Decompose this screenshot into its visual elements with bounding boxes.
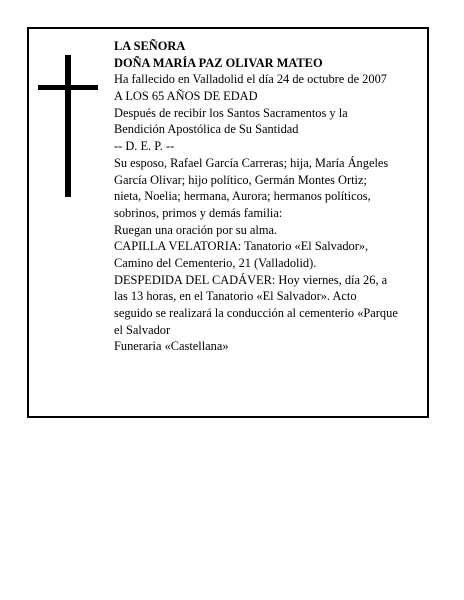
deceased-name: DOÑA MARÍA PAZ OLIVAR MATEO xyxy=(114,55,323,70)
family-line: Su esposo, Rafael García Carreras; hija, María Ángeles xyxy=(114,155,389,170)
prayer-line: Ruegan una oración por su alma. xyxy=(114,222,278,237)
blessing-line: Bendición Apostólica de Su Santidad xyxy=(114,122,299,137)
sacraments-line: Después de recibir los Santos Sacramentos y la xyxy=(114,105,348,120)
family-line: García Olivar; hijo político, Germán Montes Ortiz; xyxy=(114,172,367,187)
cross-vertical-bar xyxy=(65,55,71,197)
farewell-line: DESPEDIDA DEL CADÁVER: Hoy viernes, día 26, a xyxy=(114,272,388,287)
chapel-line: CAPILLA VELATORIA: Tanatorio «El Salvador», xyxy=(114,239,369,254)
age-line: A LOS 65 AÑOS DE EDAD xyxy=(114,89,258,104)
farewell-line: el Salvador xyxy=(114,322,171,337)
chapel-address-line: Camino del Cementerio, 21 (Valladolid). xyxy=(114,255,317,270)
cross-horizontal-bar xyxy=(38,85,98,90)
death-announcement: Ha fallecido en Valladolid el día 24 de octubre de 2007 xyxy=(114,72,387,87)
rip-line: -- D. E. P. -- xyxy=(114,139,175,154)
family-line: sobrinos, primos y demás familia: xyxy=(114,205,283,220)
funeral-home-line: Funeraria «Castellana» xyxy=(114,339,229,354)
farewell-line: seguido se realizará la conducción al cementerio «Parque xyxy=(114,306,398,320)
farewell-line: las 13 horas, en el Tanatorio «El Salvador». Acto xyxy=(114,289,357,304)
notice-title: LA SEÑORA xyxy=(114,39,186,53)
obituary-text xyxy=(114,38,434,355)
family-line: nieta, Noelia; hermana, Aurora; hermanos políticos, xyxy=(114,189,371,204)
